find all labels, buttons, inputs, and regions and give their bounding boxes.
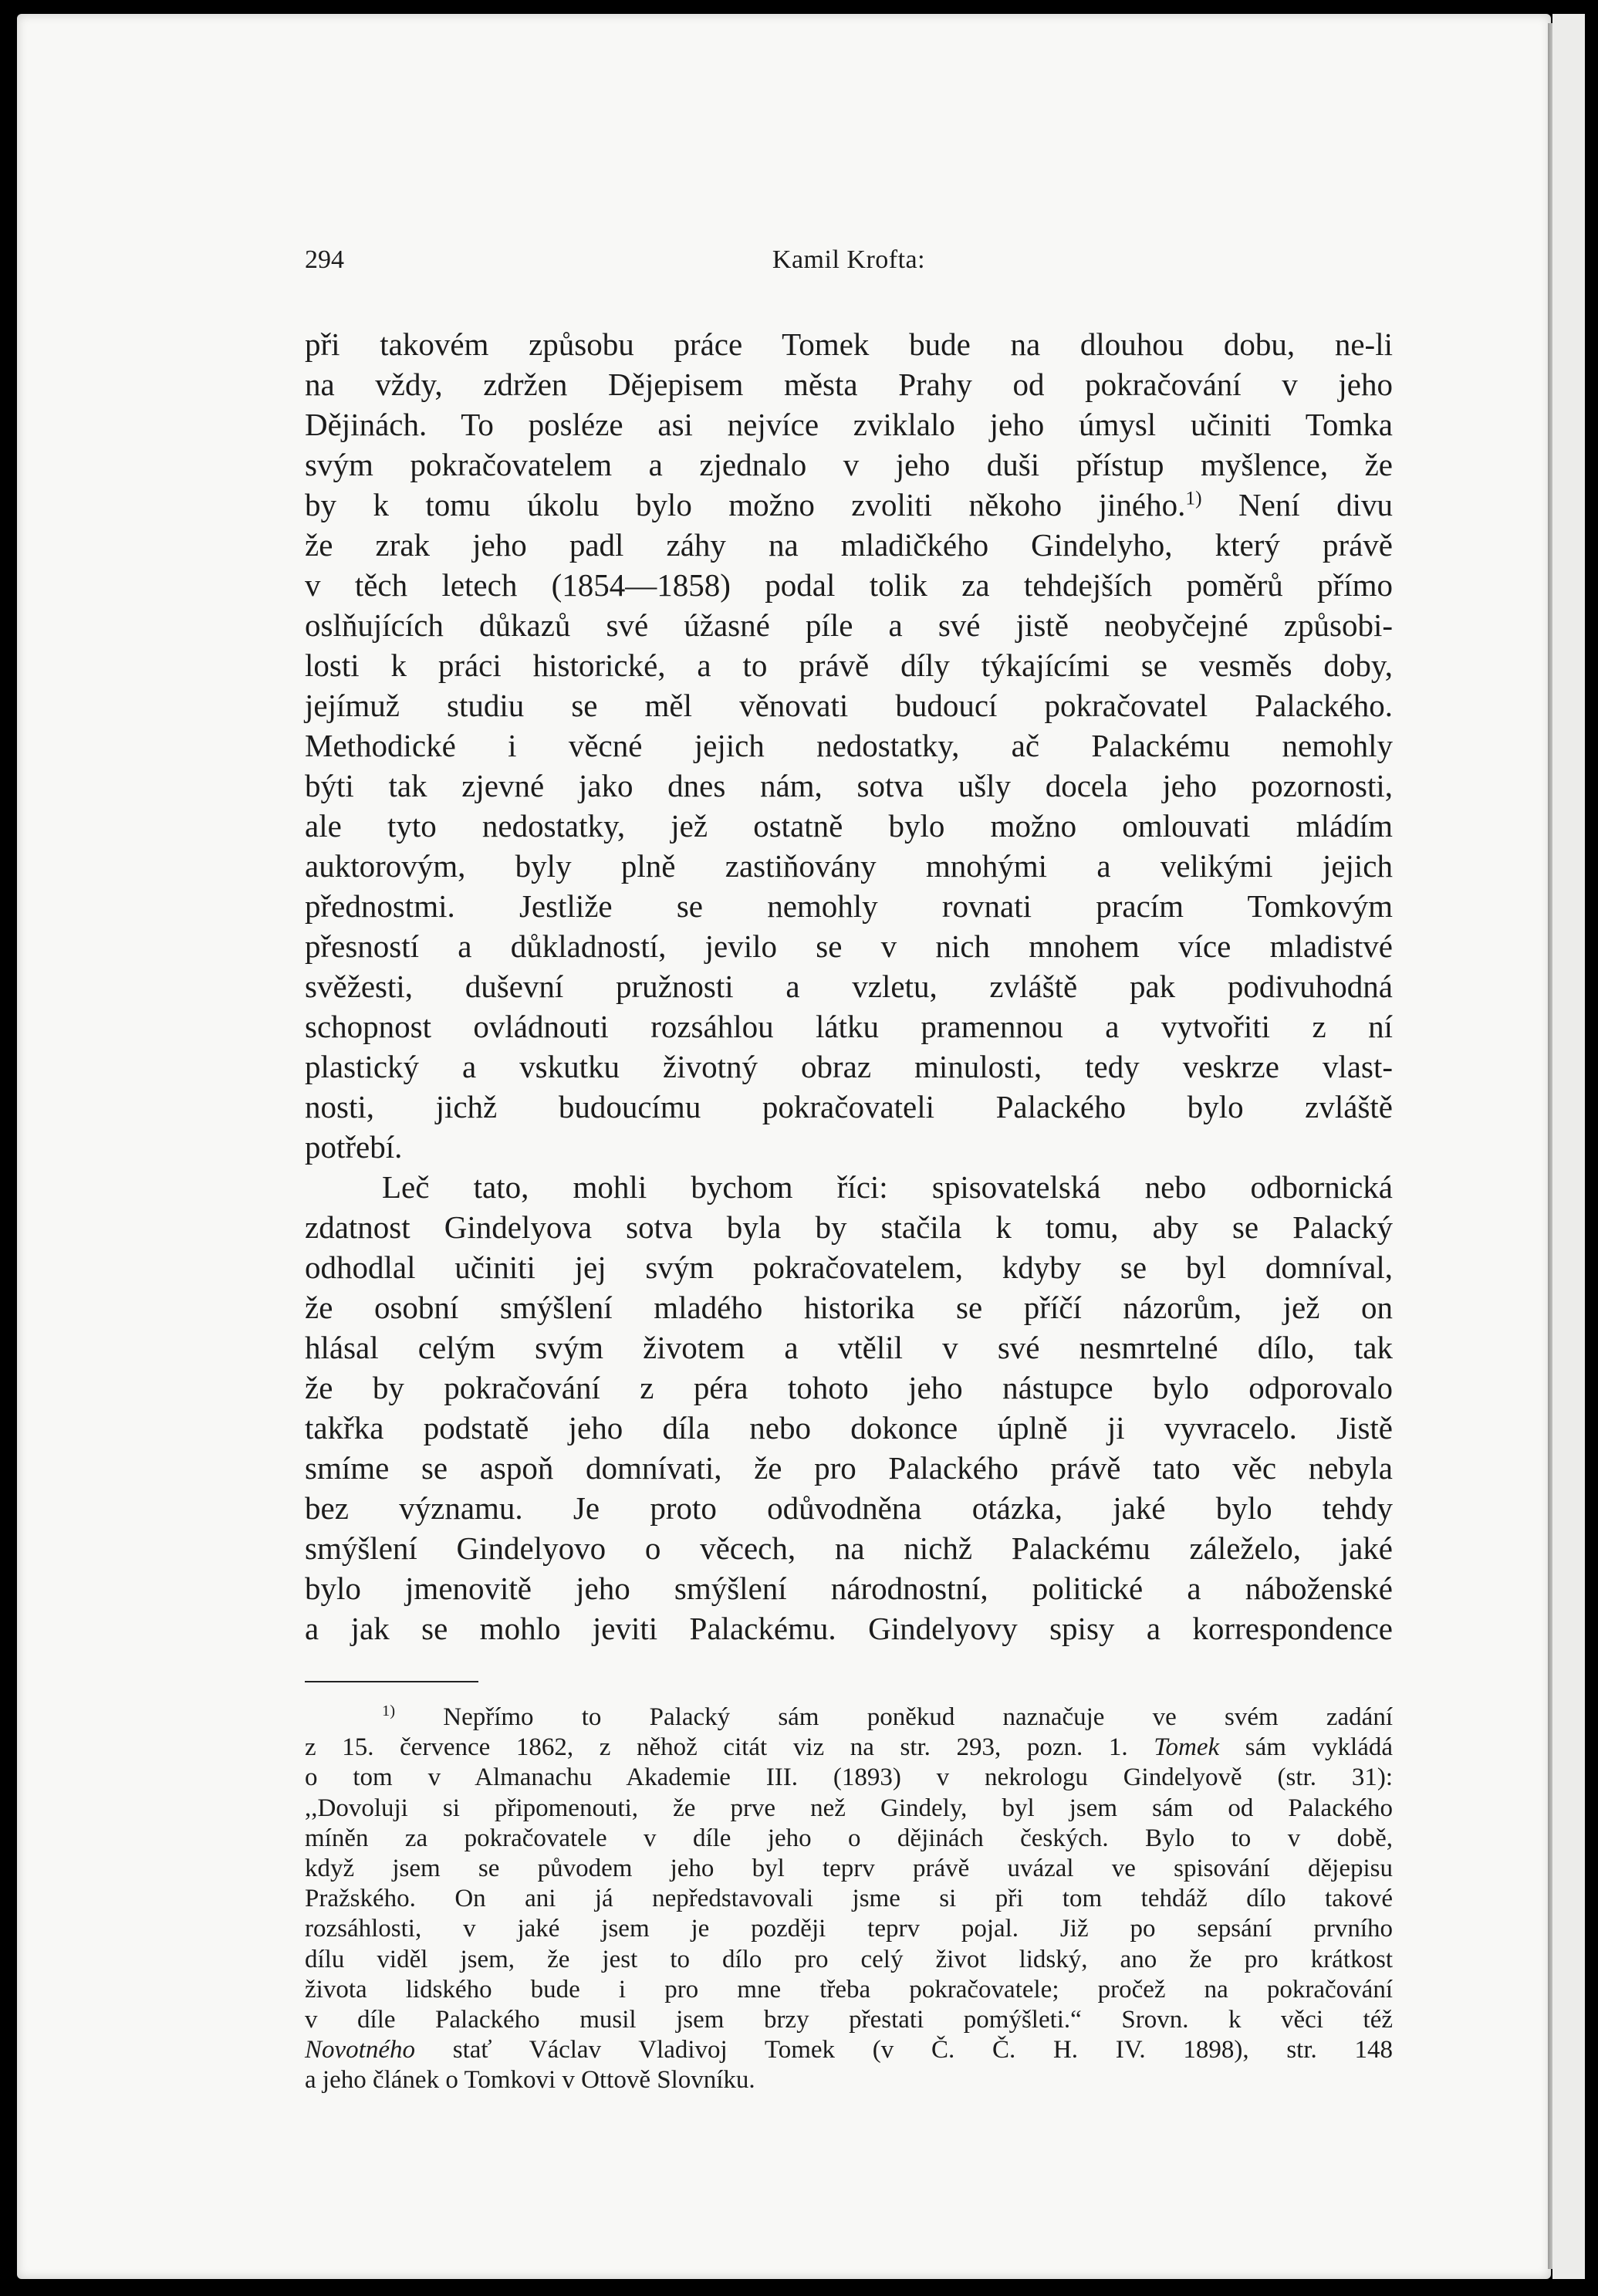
text-line: plastický a vskutku životný obraz minulosti, tedy veskrze vlast- <box>305 1049 1393 1084</box>
text-line: Leč tato, mohli bychom říci: spisovatelská nebo odbornická <box>382 1169 1393 1205</box>
text-line: bylo jmenovitě jeho smýšlení národnostní, politické a náboženské <box>305 1571 1393 1606</box>
running-head: Kamil Krofta: <box>772 245 926 274</box>
text-line: že zrak jeho padl záhy na mladičkého Gindelyho, který právě <box>305 527 1393 563</box>
body-text <box>305 324 1393 1648</box>
text-line: oslňujících důkazů své úžasné píle a své jistě neobyčejné způsobi- <box>305 607 1393 643</box>
footnote-line: a jeho článek o Tomkovi v Ottově Slovníku. <box>305 2066 755 2095</box>
author-name-italic: Tomek <box>1154 1733 1220 1762</box>
text-line: jejímuž studiu se měl věnovati budoucí pokračovatel Palackého. <box>305 688 1393 723</box>
book-page <box>305 245 1393 2096</box>
page-header <box>305 245 1393 284</box>
footnote-line: o tom v Almanachu Akademie III. (1893) v nekrologu Gindelyově (str. 31): <box>305 1763 1393 1792</box>
text-line: býti tak zjevné jako dnes nám, sotva ušly docela jeho pozornosti, <box>305 768 1393 803</box>
author-name-italic: Novotného <box>305 2036 415 2064</box>
text-line: na vždy, zdržen Dějepisem města Prahy od pokračování v jeho <box>305 367 1393 402</box>
text-line: že osobní smýšlení mladého historika se příčí názorům, jež on <box>305 1290 1393 1325</box>
footnote-block <box>305 1703 1393 2096</box>
page-number: 294 <box>305 245 344 274</box>
text-line: ale tyto nedostatky, jež ostatně bylo možno omlouvati mládím <box>305 808 1393 844</box>
text-line: svěžesti, duševní pružnosti a vzletu, zvláště pak podivuhodná <box>305 969 1393 1004</box>
footnote-line <box>305 1703 1393 1733</box>
text-line: Methodické i věcné jejich nedostatky, ač Palackému nemohly <box>305 728 1393 763</box>
text-line: odhodlal učiniti jej svým pokračovatelem, kdyby se byl domníval, <box>305 1249 1393 1285</box>
text-line <box>305 485 1393 525</box>
footnote-line: míněn za pokračovatele v díle jeho o dějinách českých. Bylo to v době, <box>305 1824 1393 1852</box>
text-segment: sám vykládá <box>1219 1733 1393 1762</box>
text-line: takřka podstatě jeho díla nebo dokonce úplně ji vyvracelo. Jistě <box>305 1410 1393 1446</box>
text-line: losti k práci historické, a to právě díly týkajícími se vesměs doby, <box>305 648 1393 683</box>
text-line: přednostmi. Jestliže se nemohly rovnati pracím Tomkovým <box>305 888 1393 924</box>
footnote-line: Pražského. On ani já nepředstavovali jsme si při tom tehdáž dílo takové <box>305 1885 1393 1913</box>
footnote-line: života lidského bude i pro mne třeba pokračovatele; pročež na pokračování <box>305 1975 1393 2004</box>
text-line: a jak se mohlo jeviti Palackému. Gindelyovy spisy a korrespondence <box>305 1611 1393 1646</box>
footnote-divider <box>305 1681 478 1682</box>
text-line: nosti, jichž budoucímu pokračovateli Palackého bylo zvláště <box>305 1089 1393 1124</box>
text-line: přesností a důkladností, jevilo se v nich mnohem více mladistvé <box>305 928 1393 964</box>
footnote-line: v díle Palackého musil jsem brzy přestati pomýšleti.“ Srovn. k věci též <box>305 2006 1393 2034</box>
text-line: hlásal celým svým životem a vtělil v své nesmrtelné dílo, tak <box>305 1330 1393 1365</box>
footnote-line <box>305 2035 1393 2065</box>
text-line: bez významu. Je proto odůvodněna otázka, jaké bylo tehdy <box>305 1490 1393 1526</box>
text-segment: Nepřímo to Palacký sám poněkud naznačuje ve svém zadání <box>443 1703 1394 1731</box>
footnote-line: dílu viděl jsem, že jest to dílo pro celý život lidský, ano že pro krátkost <box>305 1945 1393 1973</box>
footnote-line: ,,Dovoluji si připomenouti, že prve než Gindely, byl jsem sám od Palackého <box>305 1794 1393 1822</box>
text-line: Dějinách. To posléze asi nejvíce zviklalo jeho úmysl učiniti Tomka <box>305 407 1393 442</box>
text-line: potřebí. <box>305 1129 403 1165</box>
footnote-marker: 1) <box>382 1703 396 1719</box>
footnote-line: rozsáhlosti, v jaké jsem je později teprv pojal. Již po sepsání prvního <box>305 1915 1393 1943</box>
text-line: v těch letech (1854—1858) podal tolik za tehdejších poměrů přímo <box>305 567 1393 603</box>
text-line: schopnost ovládnouti rozsáhlou látku pramennou a vytvořiti z ní <box>305 1009 1393 1044</box>
text-line: svým pokračovatelem a zjednalo v jeho duši přístup myšlence, že <box>305 447 1393 482</box>
paragraph-1 <box>305 324 1393 1167</box>
text-line: smíme se aspoň domnívati, že pro Palackého právě tato věc nebyla <box>305 1450 1393 1486</box>
text-segment: z 15. července 1862, z něhož citát viz na str. 293, pozn. 1. <box>305 1733 1154 1762</box>
paragraph-2 <box>305 1167 1393 1648</box>
footnote-line: když jsem se původem jeho byl teprv právě uvázal ve spisování dějepisu <box>305 1855 1393 1883</box>
footnote-reference: 1) <box>1185 487 1202 509</box>
text-line: že by pokračování z péra tohoto jeho nástupce bylo odporovalo <box>305 1370 1393 1405</box>
text-line: smýšlení Gindelyovo o věcech, na nichž Palackému záleželo, jaké <box>305 1530 1393 1566</box>
text-segment: by k tomu úkolu bylo možno zvoliti někoho jiného. <box>305 487 1186 522</box>
text-line: při takovém způsobu práce Tomek bude na dlouhou dobu, ne-li <box>305 326 1393 362</box>
text-segment: Není divu <box>1201 487 1393 522</box>
page-edge-strip <box>1552 14 1585 2279</box>
text-line: auktorovým, byly plně zastiňovány mnohými a velikými jejich <box>305 848 1393 884</box>
footnote-line <box>305 1733 1393 1763</box>
text-line: zdatnost Gindelyova sotva byla by stačila k tomu, aby se Palacký <box>305 1209 1393 1245</box>
text-segment: stať Václav Vladivoj Tomek (v Č. Č. H. IV. 1898), str. 148 <box>414 2036 1393 2064</box>
